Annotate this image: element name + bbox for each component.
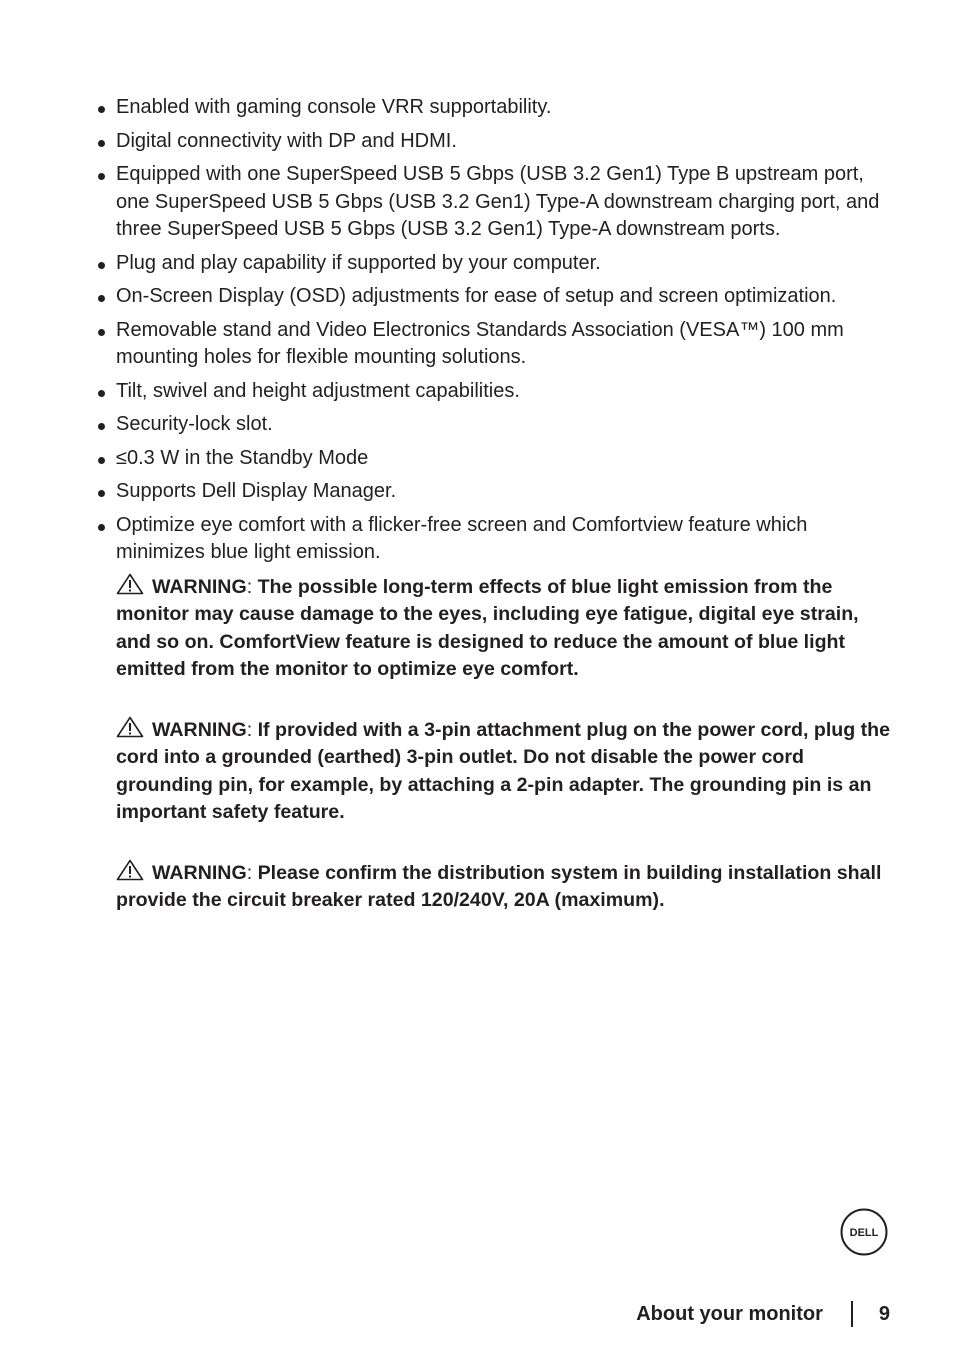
- list-item: Plug and play capability if supported by your computer.: [116, 250, 892, 278]
- list-item-comfortview: Optimize eye comfort with a flicker-free screen and Comfortview feature which minimizes blue light emission.: [116, 512, 892, 567]
- page-footer: [636, 1298, 890, 1330]
- warning-grounding: WARNING: If provided with a 3-pin attachment plug on the power cord, plug the cord into a grounded (earthed) 3-pin outlet. Do not disable the power cord grounding pin, for example, by attaching a 2-pin adapter. The grounding pin is an important safety feature.: [116, 716, 896, 827]
- list-item: Enabled with gaming console VRR supportability.: [116, 94, 892, 122]
- page-number: 9: [878, 1302, 890, 1325]
- warning-triangle-icon: [116, 573, 144, 595]
- list-item: On-Screen Display (OSD) adjustments for ease of setup and screen optimization.: [116, 283, 892, 311]
- bullet-icon: [98, 490, 105, 497]
- bullet-icon: [98, 524, 105, 531]
- page-content: [0, 94, 954, 947]
- bullet-icon: [98, 106, 105, 113]
- list-item: Digital connectivity with DP and HDMI.: [116, 128, 892, 156]
- dell-logo-icon: [840, 1208, 888, 1256]
- warning-blue-light: WARNING: The possible long-term effects of blue light emission from the monitor may cause damage to the eyes, including eye fatigue, digital eye strain, and so on. ComfortView feature is designed to reduce the amount of blue light emitted from the monitor to optimize eye comfort.: [116, 573, 896, 684]
- bullet-icon: [98, 329, 105, 336]
- footer-divider: [851, 1301, 853, 1327]
- warning-label: WARNING: [152, 861, 247, 884]
- list-item: Removable stand and Video Electronics Standards Association (VESA™) 100 mm mounting holes for flexible mounting solutions.: [116, 317, 892, 372]
- warning-text: If provided with a 3-pin attachment plug on the power cord, plug the cord into a grounded (earthed) 3-pin outlet. Do not disable the power cord grounding pin, for example, by attaching a 2-pin adapter. The grounding pin is an important safety feature.: [116, 718, 891, 823]
- warning-label: WARNING: [152, 718, 247, 741]
- bullet-icon: [98, 295, 105, 302]
- logo-text: DELL: [849, 1227, 879, 1239]
- list-item: Tilt, swivel and height adjustment capabilities.: [116, 378, 892, 406]
- warning-label: WARNING: [152, 575, 247, 598]
- comfortview-term: Comfortview: [571, 513, 683, 536]
- warning-triangle-icon: [116, 859, 144, 881]
- warning-circuit-breaker: WARNING: Please confirm the distribution system in building installation shall provide the circuit breaker rated 120/240V, 20A (maximum).: [116, 859, 896, 915]
- bullet-icon: [98, 423, 105, 430]
- list-item: Security-lock slot.: [116, 411, 892, 439]
- list-item: Supports Dell Display Manager.: [116, 478, 892, 506]
- list-item: Equipped with one SuperSpeed USB 5 Gbps (USB 3.2 Gen1) Type B upstream port, one SuperSpeed USB 5 Gbps (USB 3.2 Gen1) Type-A downstream charging port, and three SuperSpeed USB 5 Gbps (USB 3.2 Gen1) Type-A downstream ports.: [116, 161, 892, 244]
- bullet-icon: [98, 390, 105, 397]
- warnings-section: [116, 573, 896, 915]
- feature-list: [0, 94, 954, 567]
- bullet-icon: [98, 262, 105, 269]
- bullet-icon: [98, 173, 105, 180]
- list-item: ≤0.3 W in the Standby Mode: [116, 445, 892, 473]
- warning-triangle-icon: [116, 716, 144, 738]
- bullet-icon: [98, 457, 105, 464]
- footer-section-title: About your monitor: [636, 1302, 823, 1325]
- warning-text: The possible long-term effects of blue light emission from the monitor may cause damage to the eyes, including eye fatigue, digital eye strain, and so on. ComfortView feature is designed to reduce the amount of blue light emitted from the monitor to optimize eye comfort.: [116, 575, 859, 680]
- warning-text: Please confirm the distribution system in building installation shall provide the circuit breaker rated 120/240V, 20A (maximum).: [116, 861, 882, 911]
- bullet-icon: [98, 140, 105, 147]
